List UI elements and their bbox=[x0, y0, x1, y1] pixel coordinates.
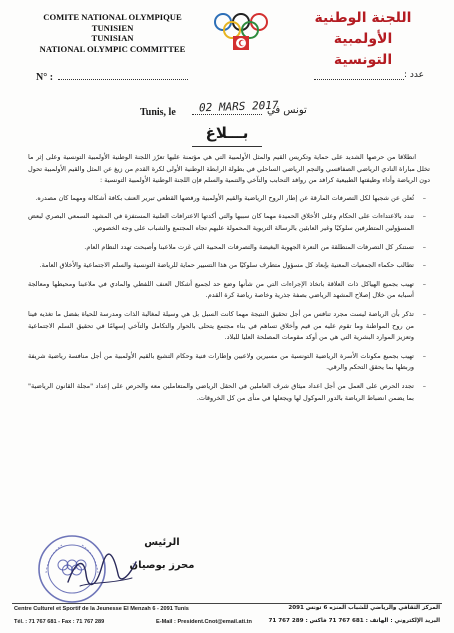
committee-name-ar-line-1: اللجنة الوطنية الأولمبية bbox=[314, 10, 412, 47]
footer-phone-fax: Tél. : 71 767 681 - Fax : 71 767 289 bbox=[14, 619, 105, 625]
footer-address-ar: المركز الثقافي والرياضي للشباب المنزه 6 تونس 2091 bbox=[288, 605, 440, 611]
statement-item bbox=[28, 242, 430, 254]
date-label-fr: Tunis, le bbox=[140, 107, 176, 118]
statement-item bbox=[28, 211, 430, 234]
committee-name-line-3: TUNISIAN bbox=[91, 33, 134, 44]
statement-item bbox=[28, 279, 430, 302]
bullet-dash: – bbox=[422, 212, 426, 221]
footer-email-ar: البريد الإلكتروني : bbox=[390, 618, 440, 624]
statement-item bbox=[28, 260, 430, 272]
bullet-dash: – bbox=[422, 351, 426, 360]
statement-item-text: تجدد الحرص على العمل من أجل اعداد ميثاق شرف العاملين في الحقل الرياضي والمتعاملين معه والحرص على إعداد "مجلة القانون الرياضية" بما يضمن انضباط الرياضة بالدور الموكول لها ويجعلها في منأى من كل الخروقات. bbox=[28, 381, 414, 402]
committee-name-arabic bbox=[288, 8, 438, 71]
olympic-rings-logo bbox=[212, 10, 270, 52]
date-label-ar: تونس في bbox=[267, 105, 307, 116]
footer-contact-ar bbox=[268, 618, 440, 624]
footer-phone-ar: الهاتف : 681 767 71 فاكس : 289 767 71 bbox=[268, 618, 389, 624]
committee-name-line-1: COMITE NATIONAL OLYMPIQUE bbox=[43, 12, 182, 22]
committee-name-ar-line-2: التونسية bbox=[333, 52, 393, 68]
statement-item bbox=[28, 193, 430, 205]
statement-item-text: تذكر بأن الرياضة ليست مجرد تنافس من أجل تحقيق النتيجة مهما كانت السبل بل هي وسيلة لمغالبة الذات ومدرسة للحياة بفضل ما تغذيه فينا من روح المواطنة وما تقوم عليه من قيم وأخلاق تساهم في بناء مجتمع يتحلى بالحوار والتكامل والتآخي إسهامًا في تحقيق السلم الاجتماعية وتعزيز الموارد البشرية التي هي من أوكد مقومات المصلحة العليا للبلاد. bbox=[28, 309, 414, 342]
signatory-title: الرئيس bbox=[144, 537, 180, 548]
statement-item bbox=[28, 309, 430, 344]
statement-item-text: تندد بالاعتداءات على الحكام وعلى الأخلاق الحميدة مهما كان سببها والتي أكدتها الاعترافات العلنية المستفزة في المشهد السمعي البصري لبعض المسؤولين المتطرفين سلوكيًا وغير العابئين بالرسالة التربوية المحمولة عليهم تجاه المجتمع والشباب على وجه الخصوص. bbox=[28, 212, 414, 232]
committee-name-line-2: TUNISIEN bbox=[91, 22, 134, 33]
bullet-dash: – bbox=[422, 381, 426, 390]
reference-number-label: N° : bbox=[36, 72, 54, 83]
statement-item-text: تهيب بجميع الهياكل ذات العلاقة باتخاذ الإجراءات التي من شأنها وضع حد لجميع أشكال العنف اللفظي والمادي في ملاعبنا ومحيطها ومعالجة أسبابه من خلال إصلاح المشهد الرياضي بصفة جذرية وخاصة رياضة كرة القدم. bbox=[28, 279, 414, 300]
title-underline bbox=[192, 146, 262, 147]
statement-item-text: تُعلن عن شجبها لكل التصرفات المارقة عن إطار الروح الرياضية والقيم الأولمبية ورفضها القطعي تبرير العنف بكافة أشكاله ومهما كان مصدره. bbox=[35, 193, 414, 202]
statement-item-text: تستنكر كل التصرفات المنطلقة من النعرة الجهوية البغيضة والتصرفات المحبية التي غزت ملاعبنا وأصبحت تهدد النظام العام. bbox=[84, 242, 414, 251]
bullet-dash: – bbox=[422, 193, 426, 202]
statement-item bbox=[28, 351, 430, 374]
bullet-dash: – bbox=[422, 279, 426, 288]
signatory-name: محرز بوصيان bbox=[129, 560, 195, 571]
footer-email: E-Mail : President.Cnot@email.ati.tn bbox=[156, 619, 252, 625]
handwritten-date: 02 MARS 2017 bbox=[198, 98, 279, 115]
committee-name-line-4: NATIONAL OLYMPIC COMMITTEE bbox=[39, 43, 186, 54]
statement-body bbox=[28, 152, 430, 411]
statement-item bbox=[28, 381, 430, 404]
reference-number-ar-dotted-line bbox=[314, 79, 404, 80]
intro-paragraph: انطلاقا من حرصها الشديد على حماية وتكريس القيم والمثل الأولمبية التي هي مؤتمنة عليها تعرّز اللجنة الوطنية الأولمبية التونسية وعلى إثر ما تخلل مباراة النادي الرياضي الصفاقسي والنجم الرياضي الساحلي في بطولة الرابطة الوطنية الأولى لكرة القدم من زيغ عن المثل والقيم الأولمبية تحول دون الرياضة وأداء وظيفتها الطبيعية كرافد من روافد التحابب والتآخي والتنمية والسلم فإن اللجنة الوطنية الأولمبية التونسية : bbox=[28, 153, 430, 185]
reference-number-label-ar: عدد : bbox=[404, 70, 424, 80]
bullet-dash: – bbox=[422, 309, 426, 318]
bullet-dash: – bbox=[422, 261, 426, 270]
committee-name-latin bbox=[20, 12, 205, 54]
document-title: بـــلاغ bbox=[205, 124, 249, 142]
statement-item-text: تطالب حكماء الجمعيات المعنية بإبعاد كل مسؤول متطرف سلوكيًا من هذا التسيير حماية للرياضة التونسية والسلم الاجتماعية والأخلاق العامة. bbox=[39, 261, 414, 270]
handwritten-signature bbox=[62, 548, 142, 598]
footer-address-fr: Centre Culturel et Sportif de la Jeunesse El Menzah 6 - 2091 Tunis bbox=[14, 606, 189, 612]
footer-divider bbox=[12, 603, 442, 604]
reference-number-dotted-line bbox=[58, 79, 188, 80]
bullet-dash: – bbox=[422, 242, 426, 251]
statement-item-text: تهيب بجميع مكونات الأسرة الرياضية التونسية من مسيرين ولاعبين وإطارات فنية وحكام التشبع بالقيم الأولمبية من أجل منافسة رياضية شريفة وربطها بما يحقق التحكم والرقي. bbox=[28, 351, 414, 372]
